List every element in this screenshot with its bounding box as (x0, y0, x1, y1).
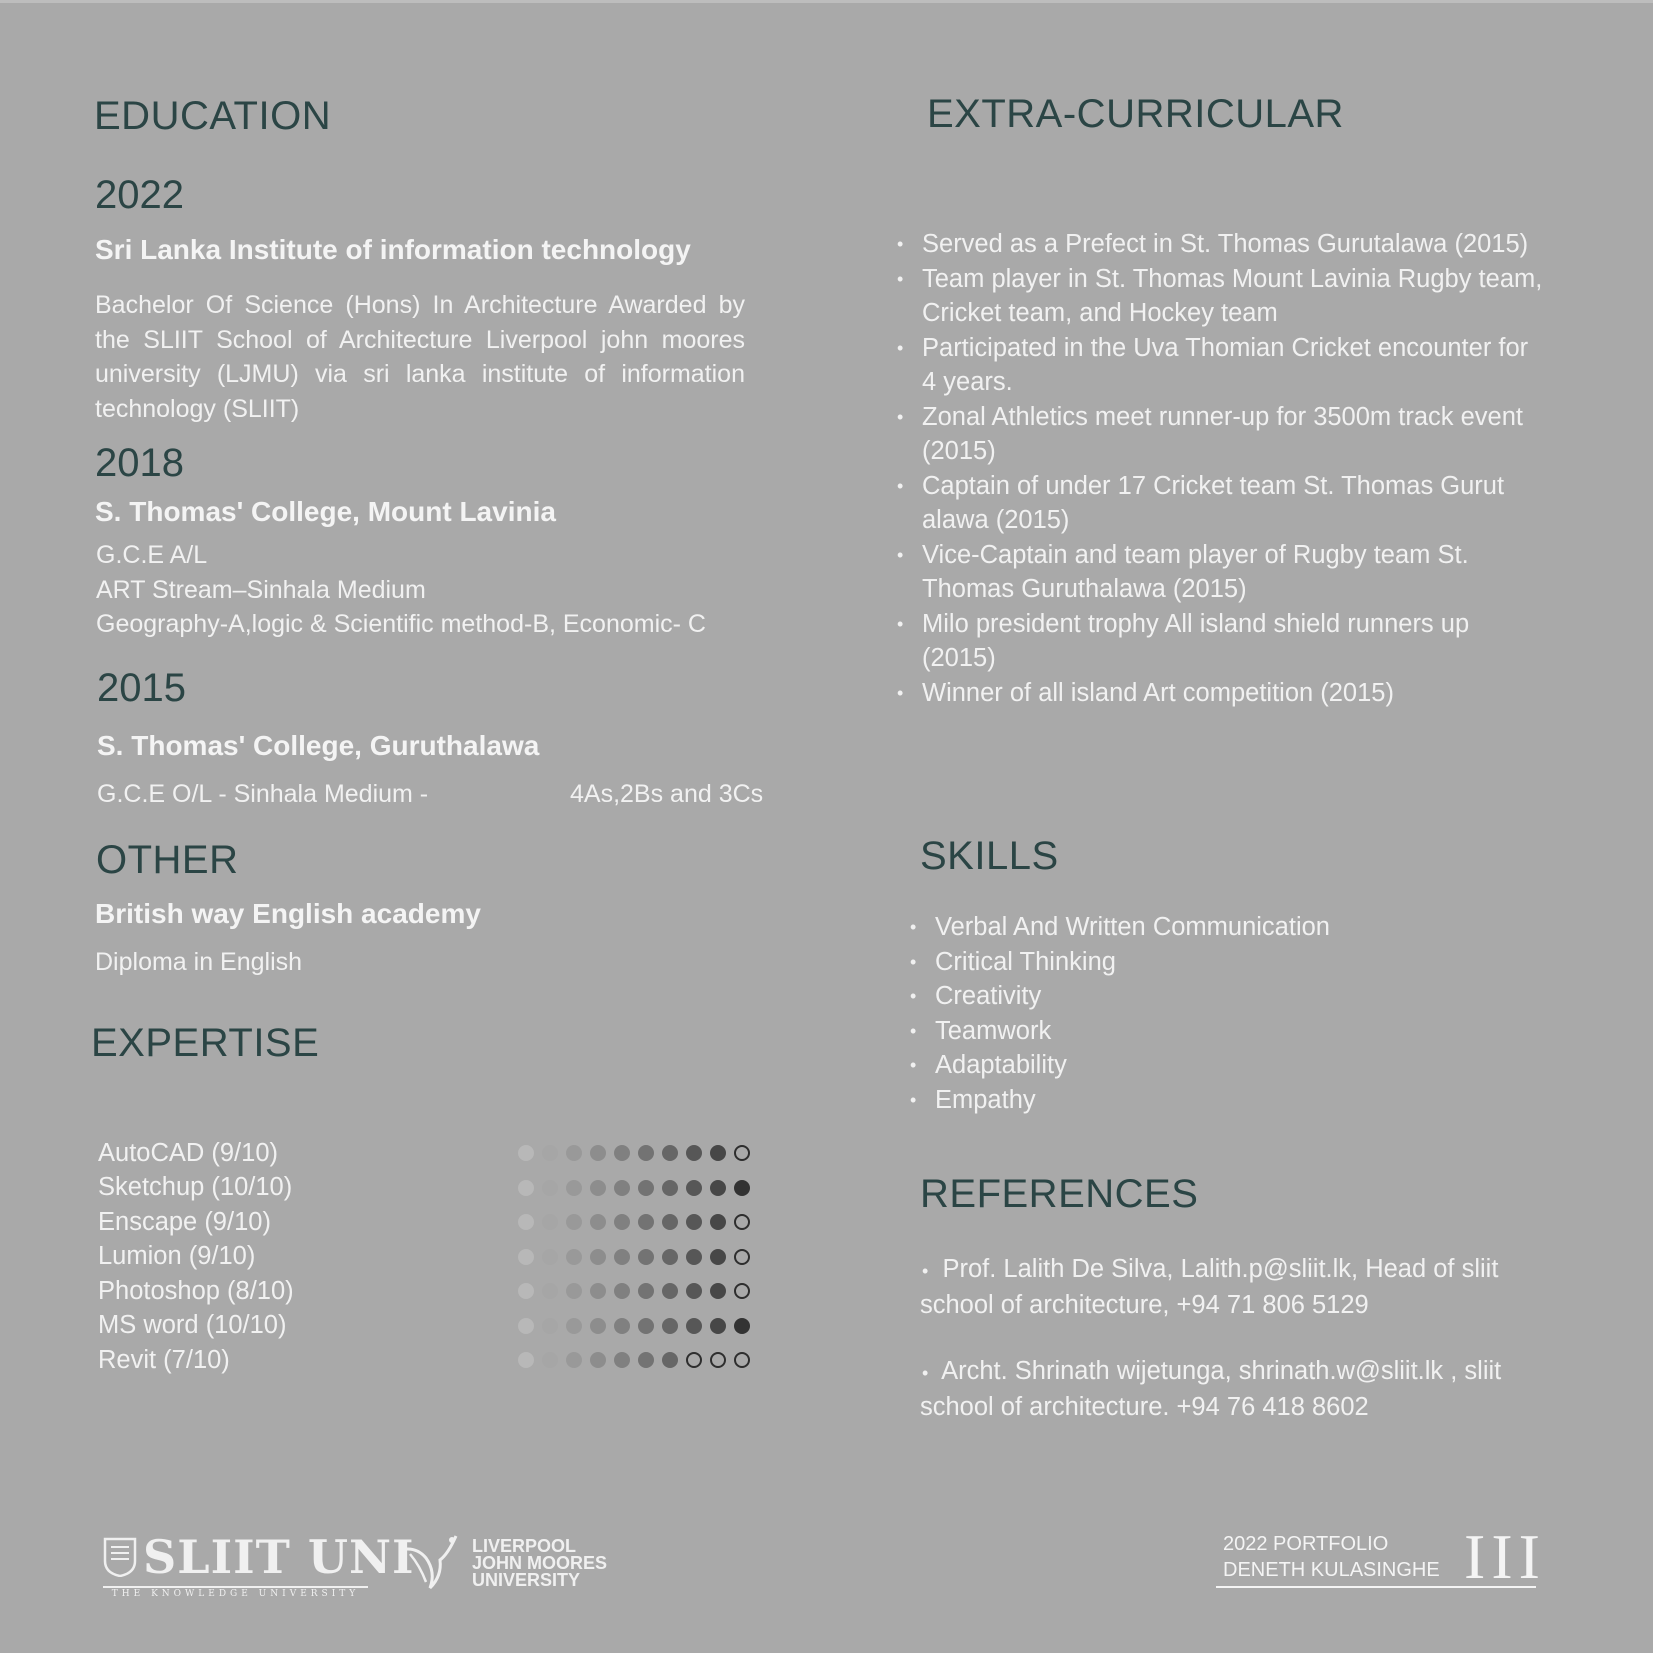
rating-dot-filled (518, 1180, 534, 1196)
al-line: Geography-A,logic & Scientific method-B, Economic- C (96, 610, 706, 638)
expertise-row (98, 1240, 750, 1275)
education-heading: EDUCATION (94, 94, 332, 138)
expertise-rating (518, 1283, 750, 1299)
reference-1 (920, 1252, 1560, 1322)
rating-dot-filled (710, 1145, 726, 1161)
extra-curricular-text: Team player in St. Thomas Mount Lavinia Rugby team, Cricket team, and Hockey team (922, 264, 1543, 327)
rating-dot-filled (566, 1145, 582, 1161)
rating-dot-filled (614, 1283, 630, 1299)
rating-dot-filled (590, 1145, 606, 1161)
portfolio-author: DENETH KULASINGHE (1223, 1559, 1440, 1581)
expertise-heading: EXPERTISE (91, 1021, 320, 1065)
rating-dot-filled (614, 1249, 630, 1265)
education-year-2018: 2018 (95, 441, 184, 485)
page-numeral: III (1464, 1521, 1546, 1592)
extra-curricular-item (897, 331, 1547, 400)
ljmu-line: LIVERPOOL (472, 1535, 577, 1556)
bullet-icon: • (897, 475, 904, 496)
reference-2-text: Archt. Shrinath wijetunga, shrinath.w@sliit.lk , sliit (941, 1357, 1502, 1385)
top-edge-line (0, 0, 1653, 3)
extra-curricular-text: Captain of under 17 Cricket team St. Thomas Gurut alawa (2015) (922, 471, 1505, 534)
ljmu-line: JOHN MOORES (472, 1552, 608, 1573)
rating-dot-filled (614, 1145, 630, 1161)
al-line: ART Stream–Sinhala Medium (96, 575, 426, 604)
skill-item (910, 1048, 1510, 1083)
bullet-icon: • (910, 917, 917, 937)
extra-curricular-item (897, 262, 1547, 331)
rating-dot-filled (686, 1180, 702, 1196)
expertise-label: Lumion (9/10) (98, 1242, 256, 1271)
rating-dot-filled (710, 1249, 726, 1265)
rating-dot-filled (518, 1352, 534, 1368)
education-al-details (96, 538, 706, 642)
rating-dot-filled (662, 1318, 678, 1334)
rating-dot-filled (542, 1283, 558, 1299)
rating-dot-filled (542, 1145, 558, 1161)
bullet-icon: • (910, 1055, 917, 1075)
expertise-rating (518, 1145, 750, 1161)
rating-dot-filled (566, 1249, 582, 1265)
expertise-label: Sketchup (10/10) (98, 1173, 293, 1202)
other-detail: Diploma in English (95, 948, 303, 976)
rating-dot-filled (710, 1283, 726, 1299)
education-institution-sliit: Sri Lanka Institute of information technology (95, 234, 691, 265)
rating-dot-filled (686, 1249, 702, 1265)
rating-dot-filled (686, 1283, 702, 1299)
rating-dot-filled (638, 1318, 654, 1334)
expertise-row (98, 1136, 750, 1171)
rating-dot-filled (710, 1180, 726, 1196)
rating-dot-filled (566, 1318, 582, 1334)
ol-details-left: G.C.E O/L - Sinhala Medium - (97, 780, 429, 808)
skill-item (910, 979, 1510, 1014)
rating-dot-filled (662, 1249, 678, 1265)
extra-curricular-heading: EXTRA-CURRICULAR (927, 92, 1344, 136)
sliit-wordmark: SLIIT UNI (143, 1530, 415, 1584)
liver-bird-icon (396, 1532, 462, 1594)
extra-curricular-text: Vice-Captain and team player of Rugby team St. Thomas Guruthalawa (2015) (922, 540, 1469, 603)
education-degree-details: Bachelor Of Science (Hons) In Architecture Awarded by the SLIIT School of Architecture Liverpool john moores university (LJMU) via sri lanka institute of information technology (SLIIT) (95, 291, 745, 423)
rating-dot-filled (518, 1214, 534, 1230)
education-year-2015: 2015 (97, 666, 186, 710)
rating-dot-filled (638, 1145, 654, 1161)
al-line: G.C.E A/L (96, 541, 208, 569)
rating-dot-filled (734, 1180, 750, 1196)
reference-2 (920, 1354, 1560, 1424)
rating-dot-filled (638, 1352, 654, 1368)
rating-dot-filled (662, 1145, 678, 1161)
rating-dot-empty (734, 1352, 750, 1368)
sliit-tagline: THE KNOWLEDGE UNIVERSITY (103, 1586, 368, 1599)
skill-text: Critical Thinking (935, 947, 1116, 976)
bullet-icon: • (897, 406, 904, 427)
expertise-row (98, 1343, 750, 1378)
extra-curricular-item (897, 227, 1547, 262)
expertise-list (98, 1136, 750, 1378)
expertise-row (98, 1171, 750, 1206)
rating-dot-empty (686, 1352, 702, 1368)
rating-dot-filled (566, 1180, 582, 1196)
skills-list (910, 910, 1510, 1117)
rating-dot-empty (734, 1249, 750, 1265)
rating-dot-filled (542, 1180, 558, 1196)
references-heading: REFERENCES (920, 1172, 1199, 1216)
bullet-icon: • (897, 682, 904, 703)
extra-curricular-item (897, 469, 1547, 538)
skill-text: Adaptability (935, 1051, 1067, 1079)
ljmu-wordmark (472, 1535, 608, 1590)
rating-dot-filled (542, 1214, 558, 1230)
rating-dot-filled (710, 1318, 726, 1334)
sliit-logo (103, 1530, 415, 1599)
expertise-label: AutoCAD (9/10) (98, 1138, 278, 1167)
rating-dot-filled (590, 1180, 606, 1196)
bullet-icon: • (897, 234, 904, 254)
reference-1-line-2: school of architecture, +94 71 806 5129 (920, 1291, 1369, 1319)
extra-curricular-item (897, 676, 1547, 711)
bullet-icon: • (910, 1020, 917, 1041)
rating-dot-filled (566, 1214, 582, 1230)
sliit-crest-icon (103, 1537, 137, 1577)
portfolio-footer (1216, 1521, 1546, 1592)
extra-curricular-item (897, 607, 1547, 676)
expertise-rating (518, 1249, 750, 1265)
rating-dot-empty (734, 1145, 750, 1161)
skill-item (910, 945, 1510, 980)
rating-dot-filled (542, 1318, 558, 1334)
rating-dot-filled (734, 1318, 750, 1334)
skills-heading: SKILLS (920, 834, 1059, 878)
other-institution: British way English academy (95, 898, 481, 929)
rating-dot-filled (518, 1249, 534, 1265)
rating-dot-filled (590, 1249, 606, 1265)
rating-dot-filled (686, 1214, 702, 1230)
expertise-row (98, 1309, 750, 1344)
rating-dot-filled (518, 1283, 534, 1299)
skill-item (910, 910, 1510, 945)
expertise-rating (518, 1318, 750, 1334)
rating-dot-filled (662, 1180, 678, 1196)
expertise-row (98, 1205, 750, 1240)
rating-dot-filled (614, 1318, 630, 1334)
bullet-icon: • (897, 268, 904, 289)
bullet-icon: • (897, 337, 904, 358)
rating-dot-filled (638, 1214, 654, 1230)
rating-dot-filled (614, 1180, 630, 1196)
education-year-2022: 2022 (95, 173, 184, 217)
rating-dot-filled (542, 1352, 558, 1368)
extra-curricular-item (897, 538, 1547, 607)
expertise-row (98, 1274, 750, 1309)
skill-item (910, 1014, 1510, 1049)
expertise-label: Enscape (9/10) (98, 1207, 271, 1236)
expertise-rating (518, 1180, 750, 1196)
rating-dot-filled (614, 1352, 630, 1368)
extra-curricular-text: Participated in the Uva Thomian Cricket encounter for 4 years. (922, 333, 1529, 396)
extra-curricular-text: Zonal Athletics meet runner-up for 3500m track event (2015) (922, 402, 1523, 465)
portfolio-year: 2022 PORTFOLIO (1223, 1533, 1389, 1555)
rating-dot-filled (662, 1283, 678, 1299)
rating-dot-filled (710, 1214, 726, 1230)
bullet-icon: • (910, 986, 917, 1006)
rating-dot-filled (590, 1283, 606, 1299)
expertise-label: MS word (10/10) (98, 1311, 287, 1340)
reference-1-text: Prof. Lalith De Silva, Lalith.p@sliit.lk, Head of sliit (942, 1255, 1499, 1283)
rating-dot-filled (590, 1214, 606, 1230)
ljmu-line: UNIVERSITY (472, 1569, 581, 1590)
expertise-label: Revit (7/10) (98, 1345, 230, 1374)
rating-dot-empty (734, 1283, 750, 1299)
rating-dot-filled (686, 1318, 702, 1334)
bullet-icon: • (910, 951, 917, 972)
rating-dot-filled (662, 1214, 678, 1230)
skill-item (910, 1083, 1510, 1118)
ol-details-right: 4As,2Bs and 3Cs (570, 780, 764, 808)
extra-curricular-text: Milo president trophy All island shield runners up (2015) (922, 609, 1470, 672)
skill-text: Creativity (935, 982, 1042, 1010)
rating-dot-filled (566, 1283, 582, 1299)
education-institution-mount-lavinia: S. Thomas' College, Mount Lavinia (95, 496, 556, 527)
reference-2-line-2: school of architecture. +94 76 418 8602 (920, 1393, 1369, 1421)
skill-text: Teamwork (935, 1016, 1052, 1045)
rating-dot-empty (710, 1352, 726, 1368)
extra-curricular-list (897, 227, 1547, 710)
rating-dot-filled (638, 1180, 654, 1196)
rating-dot-filled (566, 1352, 582, 1368)
expertise-rating (518, 1352, 750, 1368)
extra-curricular-text: Winner of all island Art competition (2015) (922, 678, 1394, 707)
ljmu-logo (396, 1532, 607, 1594)
skill-text: Empathy (935, 1085, 1036, 1114)
rating-dot-filled (518, 1145, 534, 1161)
rating-dot-filled (518, 1318, 534, 1334)
rating-dot-filled (638, 1249, 654, 1265)
rating-dot-filled (686, 1145, 702, 1161)
rating-dot-filled (614, 1214, 630, 1230)
expertise-label: Photoshop (8/10) (98, 1276, 294, 1305)
skill-text: Verbal And Written Communication (935, 913, 1330, 941)
rating-dot-empty (734, 1214, 750, 1230)
rating-dot-filled (638, 1283, 654, 1299)
bullet-icon: • (897, 544, 904, 565)
rating-dot-filled (590, 1352, 606, 1368)
rating-dot-filled (590, 1318, 606, 1334)
bullet-icon: • (897, 613, 904, 634)
rating-dot-filled (662, 1352, 678, 1368)
expertise-rating (518, 1214, 750, 1230)
education-institution-guruthalawa: S. Thomas' College, Guruthalawa (97, 730, 540, 761)
reference-1-line-1: • Prof. Lalith De Silva, Lalith.p@sliit.lk, Head of sliit (922, 1255, 1499, 1283)
rating-dot-filled (542, 1249, 558, 1265)
extra-curricular-text: Served as a Prefect in St. Thomas Gurutalawa (2015) (922, 230, 1529, 258)
extra-curricular-item (897, 400, 1547, 469)
reference-2-line-1: • Archt. Shrinath wijetunga, shrinath.w@sliit.lk , sliit (922, 1357, 1502, 1385)
bullet-icon: • (910, 1089, 917, 1110)
other-heading: OTHER (96, 838, 239, 882)
